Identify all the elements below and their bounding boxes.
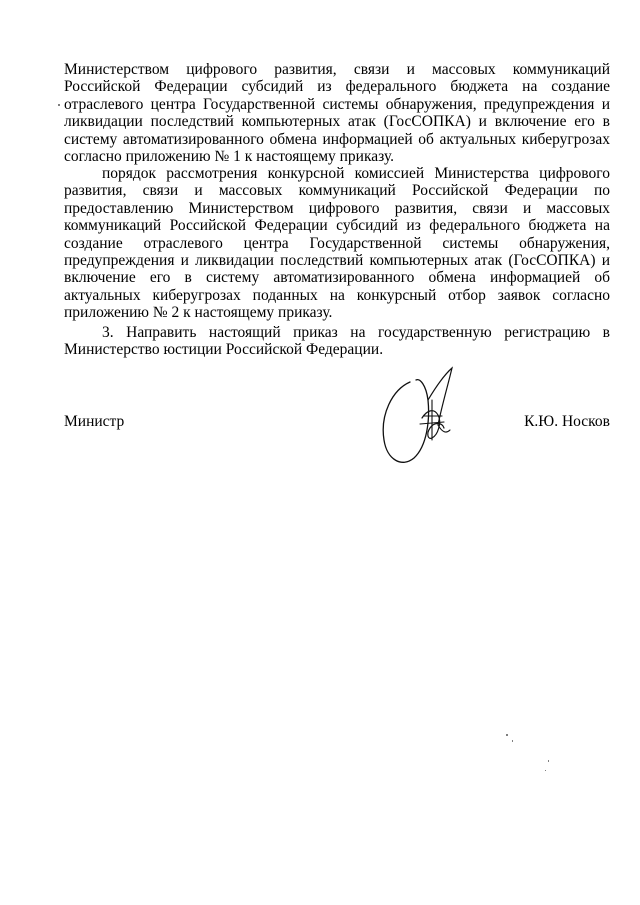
handwritten-signature [372,360,462,475]
paragraph-registration-order: 3. Направить настоящий приказ на государственную регистрацию в Министерство юстиции Российской Федерации. [64,324,610,359]
scan-speck [506,734,508,736]
paragraph-subsidy-rules: Министерством цифрового развития, связи и массовых коммуникаций Российской Федерации субсидий из федерального бюджета на создание отраслевого центра Государственной системы обнаружения, предупреждения и ликвидации последствий компьютерных атак (ГосСОПКА) и включение его в систему автоматизированного обмена информацией об актуальных киберугрозах согласно приложению № 1 к настоящему приказу. [64,61,610,166]
signatory-name: К.Ю. Носков [524,413,610,430]
scan-speck [512,740,513,742]
scan-speck [548,760,549,762]
scan-speck [545,770,546,771]
paragraph-commission-procedure: порядок рассмотрения конкурсной комиссией Министерства цифрового развития, связи и массовых коммуникаций Российской Федерации по предоставлению Министерством цифрового развития, связи и массовых коммуникаций Российской Федерации субсидий из федерального бюджета на создание отраслевого центра Государственной системы обнаружения, предупреждения и ликвидации последствий компьютерных атак (ГосСОПКА) и включение его в систему автоматизированного обмена информацией об актуальных киберугрозах поданных на конкурсный отбор заявок согласно приложению № 2 к настоящему приказу. [64,165,610,322]
signatory-title: Министр [64,413,125,430]
scan-speck [58,104,60,106]
